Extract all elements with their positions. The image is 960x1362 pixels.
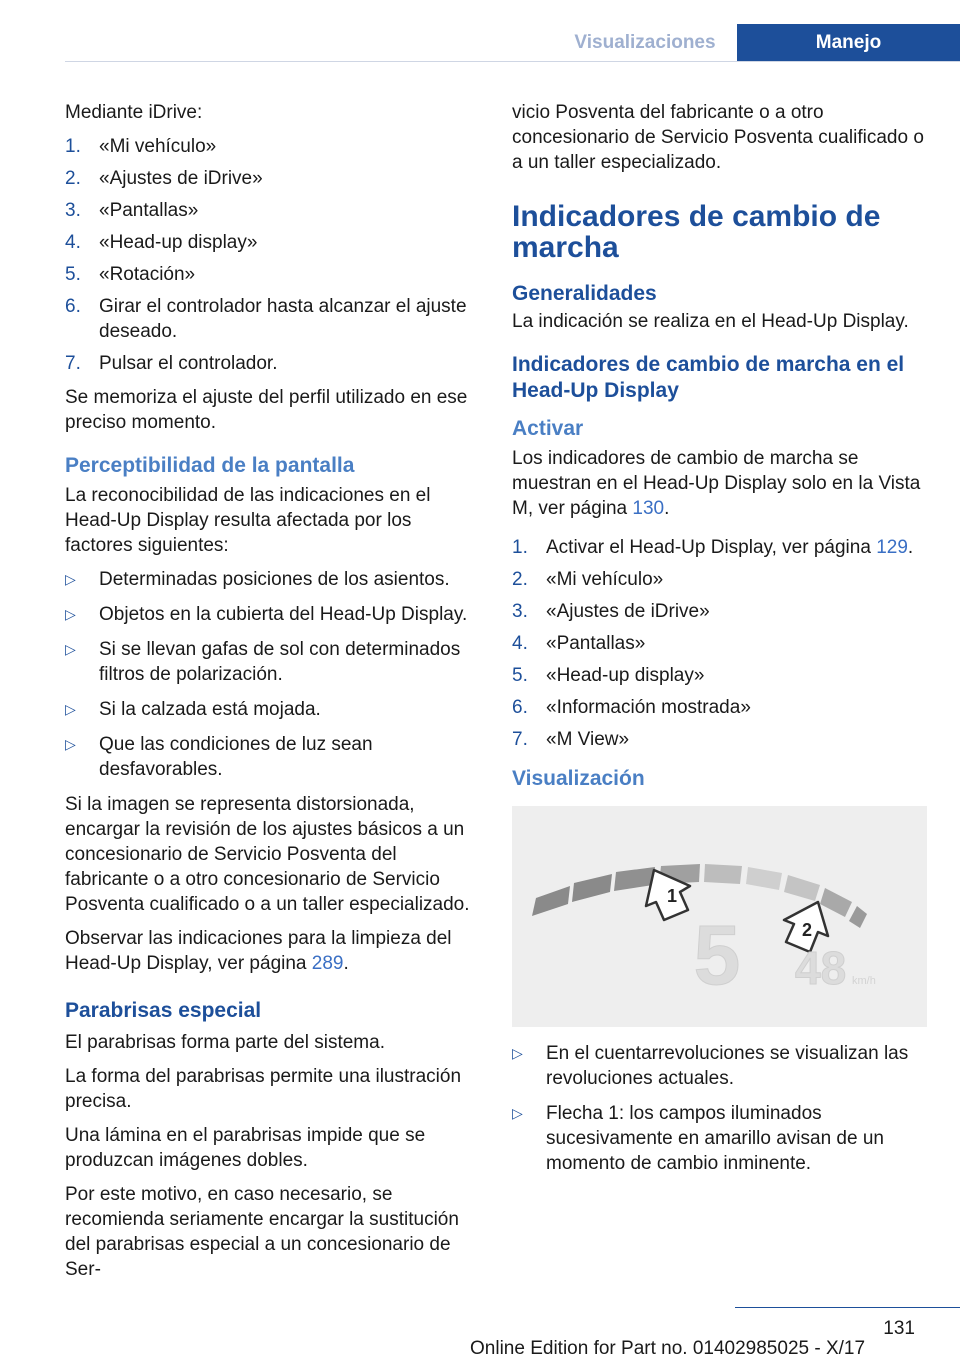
list-item [512,1041,927,1091]
step-number: 6. [512,697,528,718]
heading-generalidades: Generalidades [512,282,657,305]
step-text: «Mi vehículo» [99,136,217,157]
step-text: «Rotación» [99,264,196,285]
list-item [512,631,927,656]
hud-shift-indicator-figure [512,806,927,1027]
right-column [512,100,927,1186]
visualizacion-bullets [512,1041,927,1176]
tab-visualizaciones[interactable]: Visualizaciones [574,32,716,53]
steps-list-idrive [65,134,477,376]
limpieza-text-pre: Observar las indicaciones para la limpieza del Head-Up Display, ver página [65,928,452,974]
heading-indicadores: Indicadores de cambio de marcha [512,200,881,264]
step-number: 2. [512,569,528,590]
step-text: «M View» [546,729,630,750]
step-number: 5. [65,264,81,285]
step-number: 3. [65,200,81,221]
continuation-text: vicio Posventa del fabricante o a otro concesionario de Servicio Posventa cualificado o a un taller especializado. [512,102,924,173]
step-number: 6. [65,296,81,317]
shift-arrow-2-label: 2 [801,920,813,940]
step-text: «Head-up display» [99,232,258,253]
heading-visualizacion: Visualización [512,767,645,790]
list-item [65,697,477,722]
shift-arrow-1-label: 1 [666,886,678,906]
rpm-segment [614,867,655,891]
list-item [512,695,927,720]
hud-illustration [512,806,927,1027]
distorsion-text: Si la imagen se representa distorsionada, encargar la revisión de los ajustes básicos a un concesionario de Servicio Posventa del fabricante o a otro concesionario de Servicio Posventa cualificado o a un taller especializado. [65,794,470,915]
perceptibilidad-intro: La reconocibilidad de las indicaciones en el Head-Up Display resulta afectada por los factores siguientes: [65,485,431,556]
step-number: 1. [512,537,528,558]
triangle-bullet-icon: ▷ [512,1045,523,1061]
memoriza-text: Se memoriza el ajuste del perfil utilizado en ese preciso momento. [65,387,468,433]
edition-footer: Online Edition for Part no. 01402985025 - X/17 [470,1338,866,1359]
page-link-129[interactable]: 129 [876,537,908,558]
list-item [512,567,927,592]
list-item [512,727,927,752]
bullet-text: En el cuentarrevoluciones se visualizan las revoluciones actuales. [546,1043,909,1089]
rpm-segment [532,886,570,916]
step-text: «Pantallas» [546,633,646,654]
page-number: 131 [883,1318,915,1339]
step-number: 3. [512,601,528,622]
list-item [65,732,477,782]
triangle-bullet-icon: ▷ [65,701,76,717]
activar-text-pre: Los indicadores de cambio de marcha se muestran en el Head-Up Display solo en la Vista M, ver página [512,448,921,519]
left-column [65,100,477,1291]
speed-value: 48 [795,942,847,994]
step-text: «Mi vehículo» [546,569,664,590]
step-text: «Pantallas» [99,200,199,221]
factor-text: Determinadas posiciones de los asientos. [99,569,450,590]
list-item [65,230,477,255]
bullet-text: Flecha 1: los campos iluminados sucesivamente en amarillo avisan de un momento de cambio inminente. [546,1103,884,1174]
list-item [65,166,477,191]
gear-indicator: 5 [693,908,741,1002]
triangle-bullet-icon: ▷ [512,1105,523,1121]
heading-perceptibilidad: Perceptibilidad de la pantalla [65,454,355,477]
factors-list [65,567,477,782]
tab-manejo[interactable]: Manejo [737,24,960,62]
activar-text [512,446,927,521]
step-text-post: . [907,537,914,558]
factor-text: Si la calzada está mojada. [99,699,321,720]
step-text: «Ajustes de iDrive» [99,168,263,189]
page-link-289[interactable]: 289 [311,953,344,974]
speed-unit: km/h [852,975,876,987]
heading-hud: Indicadores de cambio de marcha en el Head-Up Display [512,353,905,402]
step-text: Girar el controlador hasta alcanzar el ajuste deseado. [99,296,467,342]
list-item [512,663,927,688]
triangle-bullet-icon: ▷ [65,736,76,752]
triangle-bullet-icon: ▷ [65,571,76,587]
parabrisas-text-4: Por este motivo, en caso necesario, se recomienda seriamente encargar la sustitución del parabrisas especial a un concesionario de Ser- [65,1184,459,1280]
intro-text: Mediante iDrive: [65,102,203,123]
list-item [512,1101,927,1176]
rpm-segment [849,906,867,928]
steps-list-mview [512,535,927,752]
rpm-segment [572,874,612,902]
parabrisas-text-3: Una lámina en el parabrisas impide que se produzcan imágenes dobles. [65,1125,426,1171]
step-text: Pulsar el controlador. [99,353,278,374]
list-item [512,535,927,560]
parabrisas-text-1: El parabrisas forma parte del sistema. [65,1032,385,1053]
step-number: 5. [512,665,528,686]
step-number: 2. [65,168,81,189]
step-number: 4. [512,633,528,654]
rpm-segment [784,875,820,901]
step-number: 4. [65,232,81,253]
list-item [65,262,477,287]
header-rule [65,61,960,62]
rpm-segment [704,864,742,884]
step-number: 7. [65,353,81,374]
limpieza-text [65,926,477,976]
rpm-segment [820,888,852,917]
heading-activar: Activar [512,417,584,440]
list-item [65,134,477,159]
triangle-bullet-icon: ▷ [65,641,76,657]
generalidades-text: La indicación se realiza en el Head-Up Display. [512,311,909,332]
step-number: 1. [65,136,81,157]
rpm-segment [746,867,782,890]
step-text: «Ajustes de iDrive» [546,601,710,622]
triangle-bullet-icon: ▷ [65,606,76,622]
list-item [65,567,477,592]
factor-text: Objetos en la cubierta del Head-Up Display. [99,604,468,625]
list-item [65,602,477,627]
list-item [65,351,477,376]
list-item [65,637,477,687]
activar-text-post: . [664,498,670,519]
page-link-130[interactable]: 130 [632,498,665,519]
list-item [65,198,477,223]
step-text: «Información mostrada» [546,697,751,718]
footer-rule [735,1307,960,1308]
factor-text: Si se llevan gafas de sol con determinados filtros de polarización. [99,639,461,685]
heading-parabrisas: Parabrisas especial [65,999,262,1022]
step-text: Activar el Head-Up Display, ver página [546,537,877,558]
step-number: 7. [512,729,528,750]
list-item [65,294,477,344]
list-item [512,599,927,624]
page-header [0,0,960,62]
factor-text: Que las condiciones de luz sean desfavorables. [99,734,373,780]
step-text: «Head-up display» [546,665,705,686]
limpieza-text-post: . [343,953,349,974]
parabrisas-text-2: La forma del parabrisas permite una ilustración precisa. [65,1066,462,1112]
